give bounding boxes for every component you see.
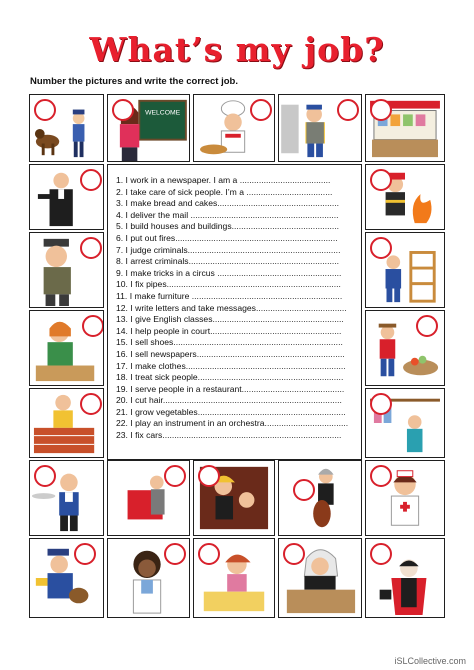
sentence-12: 12. I write letters and take messages...................................... <box>116 302 347 313</box>
picture-plumber <box>278 94 362 162</box>
number-circle[interactable] <box>198 465 220 487</box>
picture-mechanic <box>107 460 190 536</box>
number-circle[interactable] <box>34 465 56 487</box>
number-circle[interactable] <box>370 393 392 415</box>
number-circle[interactable] <box>34 99 56 121</box>
sentence-18: 18. I treat sick people............................................................. <box>116 372 344 383</box>
picture-chef <box>193 94 275 162</box>
picture-judge <box>29 164 104 230</box>
worksheet-title: What’s my job? <box>89 30 385 69</box>
job-sentences-list <box>116 175 348 442</box>
picture-police-officer <box>29 94 104 162</box>
sentence-19: 19. I serve people in a restaurant........................................... <box>116 383 345 394</box>
instruction-text: Number the pictures and write the correct job. <box>30 76 238 87</box>
picture-dressmaker <box>193 538 275 618</box>
sentence-23: 23. I fix cars........................................................................... <box>116 430 342 441</box>
sentence-6: 6. I put out fires.................................................................... <box>116 232 338 243</box>
number-circle[interactable] <box>370 237 392 259</box>
picture-magician <box>365 538 445 618</box>
number-circle[interactable] <box>74 543 96 565</box>
job-sentences-box <box>107 164 362 460</box>
sentence-17: 17. I make clothes................................................................... <box>116 360 346 371</box>
picture-shop-assistant <box>365 388 445 458</box>
footer-credit: iSLCollective.com <box>394 656 466 666</box>
number-circle[interactable] <box>283 543 305 565</box>
number-circle[interactable] <box>80 393 102 415</box>
number-circle[interactable] <box>164 543 186 565</box>
picture-postman <box>29 538 104 618</box>
picture-carpenter <box>365 232 445 308</box>
picture-doctor <box>107 538 190 618</box>
number-circle[interactable] <box>293 479 315 501</box>
picture-firefighter <box>365 164 445 230</box>
number-circle[interactable] <box>82 315 104 337</box>
sentence-3: 3. I make bread and cakes................................................... <box>116 198 340 209</box>
picture-teacher <box>107 94 190 162</box>
picture-nurse <box>365 460 445 536</box>
number-circle[interactable] <box>337 99 359 121</box>
picture-builder <box>29 388 104 458</box>
picture-policeman <box>29 232 104 308</box>
picture-judge-court <box>278 538 362 618</box>
sentence-2: 2. I take care of sick people. I’m a .................................... <box>116 186 333 197</box>
picture-secretary <box>29 310 104 386</box>
number-circle[interactable] <box>370 99 392 121</box>
sentence-21: 21. I grow vegetables.............................................................. <box>116 406 346 417</box>
picture-hairdresser <box>193 460 275 536</box>
sentence-16: 16. I sell newspapers.............................................................. <box>116 348 345 359</box>
picture-musician <box>278 460 362 536</box>
picture-farmer <box>365 310 445 386</box>
number-circle[interactable] <box>80 237 102 259</box>
number-circle[interactable] <box>198 543 220 565</box>
picture-newsagent <box>365 94 445 162</box>
sentence-15: 15. I sell shoes....................................................................... <box>116 337 343 348</box>
number-circle[interactable] <box>112 99 134 121</box>
number-circle[interactable] <box>250 99 272 121</box>
sentence-11: 11. I make furniture ............................................................... <box>116 290 343 301</box>
sentence-7: 7. I judge criminals................................................................ <box>116 244 341 255</box>
sentence-22: 22. I play an instrument in an orchestra................................... <box>116 418 349 429</box>
number-circle[interactable] <box>416 315 438 337</box>
cellist-illustration <box>279 461 361 535</box>
sentence-20: 20. I cut hair........................................................................... <box>116 395 342 406</box>
sentence-10: 10. I fix pipes......................................................................... <box>116 279 341 290</box>
number-circle[interactable] <box>80 169 102 191</box>
number-circle[interactable] <box>370 169 392 191</box>
sentence-8: 8. I arrest criminals............................................................... <box>116 256 340 267</box>
picture-waiter <box>29 460 104 536</box>
sentence-1: 1. I work in a newspaper. I am a ...................................... <box>116 175 331 185</box>
sentence-4: 4. I deliver the mail .............................................................. <box>116 209 339 220</box>
number-circle[interactable] <box>370 543 392 565</box>
sentence-9: 9. I make tricks in a circus .................................................... <box>116 267 342 278</box>
sentence-14: 14. I help people in court....................................................... <box>116 325 342 336</box>
sentence-5: 5. I build houses and buildings............................................. <box>116 221 340 232</box>
sentence-13: 13. I give English classes....................................................... <box>116 314 344 325</box>
number-circle[interactable] <box>370 465 392 487</box>
welcome-board-text: WELCOME <box>145 109 181 117</box>
number-circle[interactable] <box>164 465 186 487</box>
